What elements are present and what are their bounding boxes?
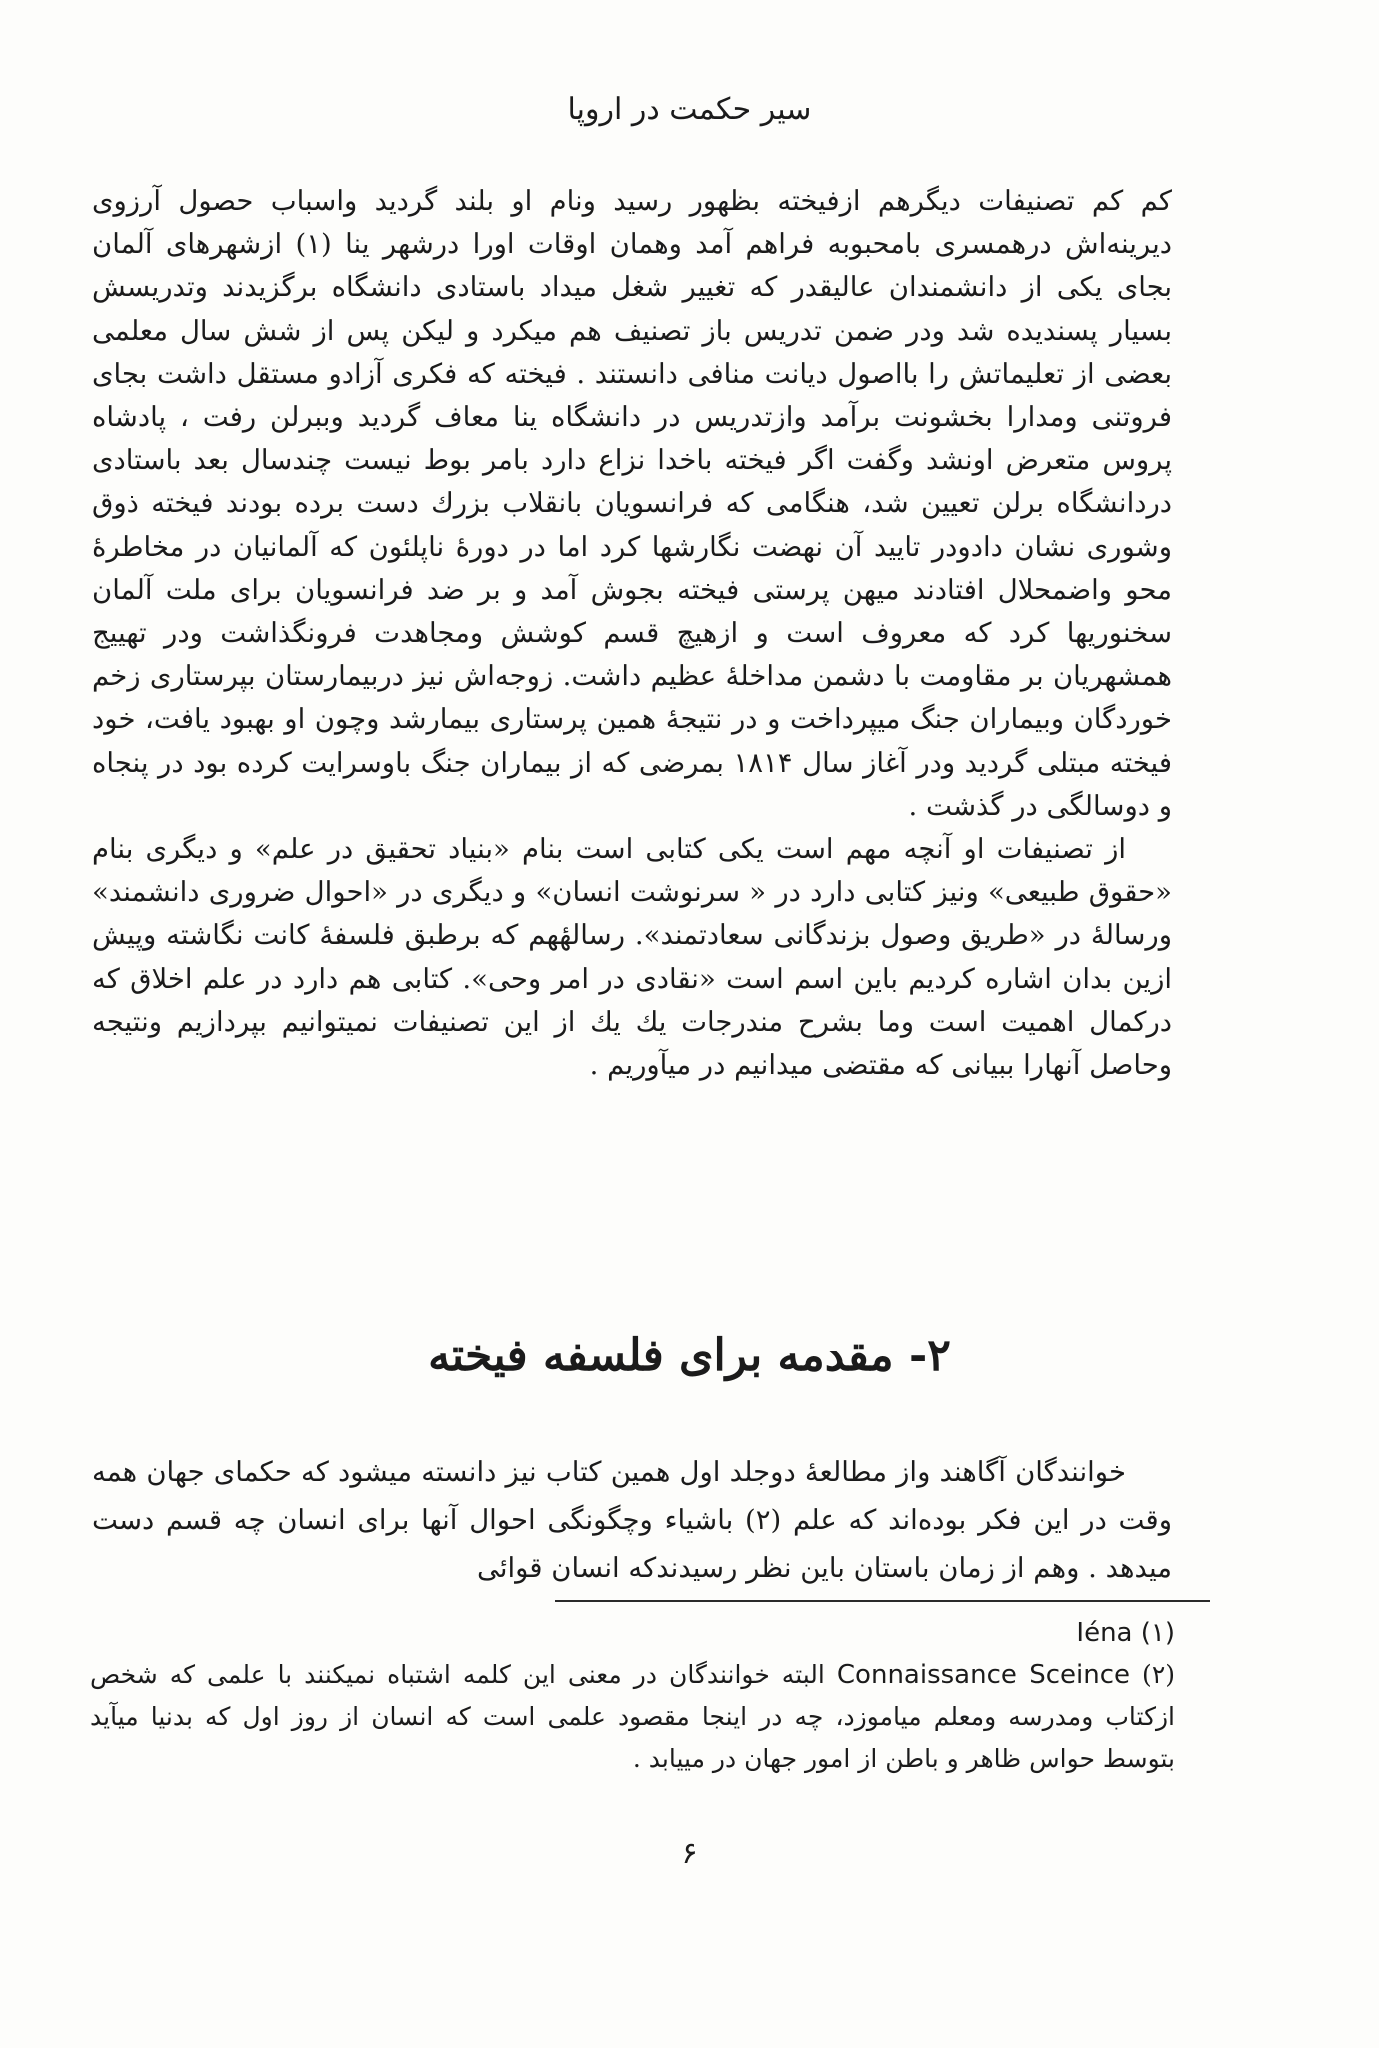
footnote-1-text: Iéna (۱) — [1076, 1618, 1175, 1648]
footnote-1 — [90, 1612, 1175, 1654]
running-title: سیر حکمت در اروپا — [567, 92, 812, 127]
footnote-2-text: البته خوانندگان در معنی این کلمه اشتباه نمیکنند با علمی که شخص ازکتاب ومدرسه ومعلم میاموزد، چه در اینجا مقصود علمی است که انسان از روز اول که بدنیا میآید بتوسط حواس ظاهر و باطن از امور جهان در مییابد . — [90, 1660, 1175, 1773]
page-number: ۶ — [681, 1836, 698, 1871]
footnote-2-latin-term: Connaissance Sceince — [836, 1660, 1131, 1690]
footnote-2 — [90, 1654, 1175, 1780]
footnote-divider — [555, 1600, 1210, 1602]
footnotes — [90, 1612, 1175, 1780]
paragraph: از تصنیفات او آنچه مهم است یکی کتابی است بنام «بنیاد تحقیق در علم» و دیگری بنام «حقوق طبیعی» ونیز کتابی دارد در « سرنوشت انسان» و دیگری در «احوال ضروری دانشمند» ورسالهٔ در «طریق وصول بزندگانی سعادتمند». رسالهٔهم که برطبق فلسفهٔ کانت نگاشته وپیش ازین بدان اشاره کردیم باین اسم است «نقادی در امر وحی». کتابی هم دارد در علم اخلاق که درکمال اهمیت است وما بشرح مندرجات یك یك از این تصنیفات نمیتوانیم بپردازیم ونتیجه وحاصل آنهارا ببیانی که مقتضی میدانیم در میآوریم . — [92, 833, 1172, 1082]
paragraph: خوانندگان آگاهند واز مطالعهٔ دوجلد اول همین کتاب نیز دانسته میشود که حکمای جهان همه وقت در این فکر بوده‌اند که علم (۲) باشیاء وچگونگی احوال آنها برای انسان چه قسم دست میدهد . وهم از زمان باستان باین نظر رسیدندکه انسان قوائی — [92, 1456, 1172, 1584]
section-1-body — [92, 180, 1172, 1087]
paragraph: کم کم تصنیفات دیگرهم ازفیخته بظهور رسید ونام او بلند گردید واسباب حصول آرزوی دیرینه‌اش درهمسری بامحبوبه فراهم آمد وهمان اوقات اورا درشهر ینا (۱) ازشهرهای آلمان بجای یکی از دانشمندان عالیقدر که تغییر شغل میداد باستادی دانشگاه برگزیدند وتدریسش بسیار پسندیده شد ودر ضمن تدریس باز تصنیف هم میکرد و لیکن پس از شش سال معلمی بعضی از تعلیماتش را بااصول دیانت منافی دانستند . فیخته که فکری آزادو مستقل داشت بجای فروتنی ومدارا بخشونت برآمد وازتدریس در دانشگاه ینا معاف گردید وببرلن رفت ، پادشاه پروس متعرض اونشد وگفت اگر فیخته باخدا نزاع دارد بامر بوط نیست چندسال بعد باستادی دردانشگاه برلن تعیین شد، هنگامی که فرانسویان بانقلاب بزرك دست برده بودند فیخته ذوق وشوری نشان دادودر تایید آن نهضت نگارشها کرد اما در دورهٔ ناپلئون که آلمانیان در مخاطرهٔ محو واضمحلال افتادند میهن پرستی فیخته بجوش آمد و بر ضد فرانسویان برای ملت آلمان سخنوریها کرد که معروف است و ازهیچ قسم کوشش ومجاهدت فرونگذاشت ودر تهییج همشهریان بر مقاومت با دشمن مداخلهٔ عظیم داشت. زوجه‌اش نیز دربیمارستان بپرستاری زخم خوردگان وبیماران جنگ میپرداخت و در نتیجهٔ همین پرستاری بیمارشد وچون او بهبود یافت، خود فیخته مبتلی گردید ودر آغاز سال ۱۸۱۴ بمرضی که از بیماران جنگ باوسرایت کرده بود در پنجاه و دوسالگی در گذشت . — [92, 185, 1172, 822]
footnote-2-marker: (۲) — [1142, 1660, 1176, 1689]
section-2-body — [92, 1448, 1172, 1592]
section-heading: ۲- مقدمه برای فلسفه فیخته — [428, 1330, 951, 1381]
